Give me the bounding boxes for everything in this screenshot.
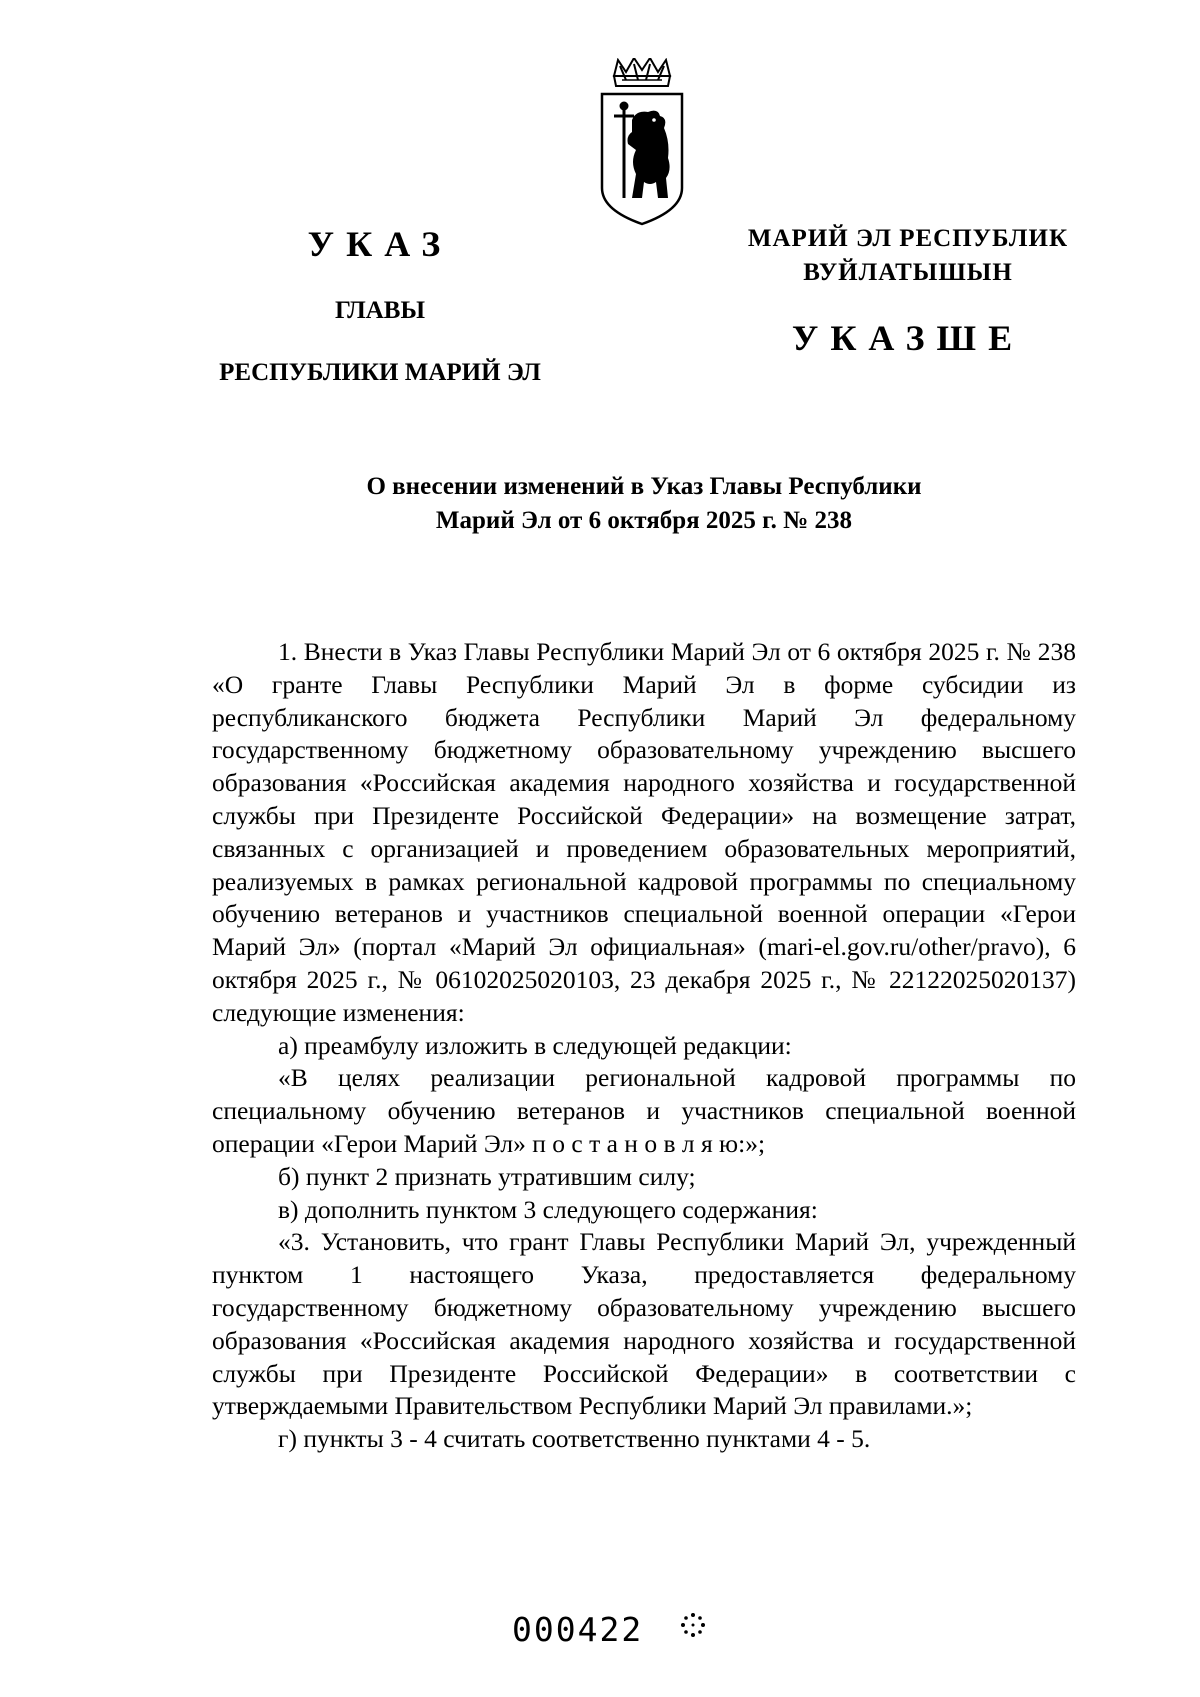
- issuer-line-2: РЕСПУБЛИКИ МАРИЙ ЭЛ: [219, 359, 541, 386]
- coat-of-arms-icon: [596, 58, 688, 228]
- title-line-1: О внесении изменений в Указ Главы Республики: [366, 473, 922, 500]
- serial-number: 000422: [512, 1610, 644, 1649]
- paragraph-a: а) преамбулу изложить в следующей редакции:: [278, 1030, 792, 1060]
- decree-title-ru: УКАЗ: [307, 224, 453, 264]
- right-header: [718, 222, 1098, 360]
- paragraph-v-quote: «3. Установить, что грант Главы Республики Марий Эл, учрежденный пунктом 1 настоящего Указа, предоставляется федеральному государственному бюджетному образовательному учреждению высшего образования «Российская академия народного хозяйства и государственной службы при Президенте Российской Федерации» в соответствии с утверждаемыми Правительством Республики Марий Эл правилами.»;: [212, 1227, 1076, 1421]
- paragraph-v: в) дополнить пунктом 3 следующего содержания:: [278, 1194, 818, 1224]
- title-line-2: Марий Эл от 6 октября 2025 г. № 238: [435, 507, 853, 534]
- left-header: [200, 222, 560, 390]
- document-title: [212, 470, 1076, 538]
- asterisk-mark-icon: [680, 1612, 706, 1638]
- issuer-line-mari-2: ВУЙЛАТЫШЫН: [803, 259, 1013, 286]
- document-body: [212, 636, 1076, 1456]
- decree-title-mari: УКАЗШЕ: [791, 318, 1025, 358]
- paragraph-b: б) пункт 2 признать утратившим силу;: [278, 1161, 696, 1191]
- paragraph-g: г) пункты 3 - 4 считать соответственно пунктами 4 - 5.: [278, 1424, 871, 1454]
- paragraph-a-quote: «В целях реализации региональной кадровой программы по специальному обучению ветеранов и участников специальной военной операции «Герои Марий Эл» п о с т а н о в л я ю:»;: [212, 1063, 1076, 1158]
- issuer-line-mari-1: МАРИЙ ЭЛ РЕСПУБЛИК: [747, 225, 1069, 252]
- paragraph-1: 1. Внести в Указ Главы Республики Марий Эл от 6 октября 2025 г. № 238 «О гранте Главы Республики Марий Эл в форме субсидии из республиканского бюджета Республики Марий Эл федеральному государственному бюджетному образовательному учреждению высшего образования «Российская академия народного хозяйства и государственной службы при Президенте Российской Федерации» на возмещение затрат, связанных с организацией и проведением образовательных мероприятий, реализуемых в рамках региональной кадровой программы по специальному обучению ветеранов и участников специальной военной операции «Герои Марий Эл» (портал «Марий Эл официальная» (mari-el.gov.ru/other/pravo), 6 октября 2025 г., № 06102025020103, 23 декабря 2025 г., № 22122025020137) следующие изменения:: [212, 637, 1076, 1027]
- issuer-line-1: ГЛАВЫ: [334, 297, 426, 324]
